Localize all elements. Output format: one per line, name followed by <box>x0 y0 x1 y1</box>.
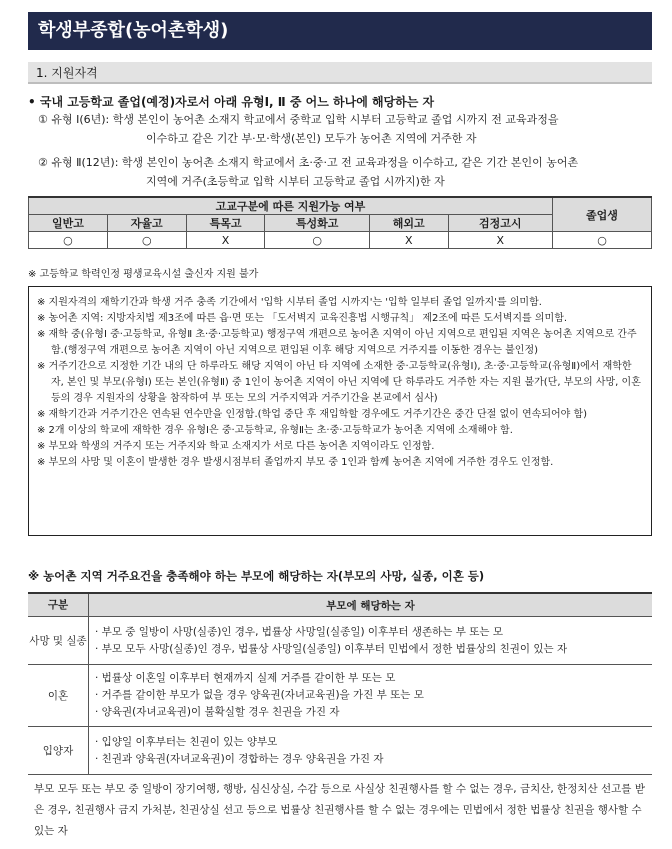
column-header: 해외고 <box>369 215 448 232</box>
eligibility-mark: X <box>186 232 265 249</box>
eligibility-mark: ○ <box>265 232 369 249</box>
type1-line1: ① 유형 Ⅰ(6년): 학생 본인이 농어촌 소재지 학교에서 중학교 입학 시부터 고등학교 졸업 시까지 전 교육과정을 <box>38 113 559 126</box>
graduate-header: 졸업생 <box>553 197 652 232</box>
column-header: 일반고 <box>29 215 108 232</box>
note-item: ※ 지원자격의 재학기간과 학생 거주 충족 기간에서 '입학 시부터 졸업 시까지'는 '입학 일부터 졸업 일까지'를 의미함. <box>37 297 542 308</box>
section-heading: 1. 지원자격 <box>28 62 652 84</box>
parent-item: · 거주를 같이한 부모가 없을 경우 양육권(자녀교육권)을 가진 부 또는 모 <box>95 689 424 701</box>
eligibility-mark: ○ <box>107 232 186 249</box>
type1-requirement <box>38 110 658 148</box>
type2-line2: 지역에 거주(초등학교 입학 시부터 고등학교 졸업 시까지)한 자 <box>146 175 445 188</box>
lifelong-education-note: ※ 고등학교 학력인정 평생교육시설 출신자 지원 불가 <box>28 269 259 280</box>
note-item: ※ 부모와 학생의 거주지 또는 거주지와 학교 소재지가 서로 다른 농어촌 지역이라도 인정함. <box>37 441 435 452</box>
eligibility-mark: ○ <box>553 232 652 249</box>
parent-footer-note: 부모 모두 또는 부모 중 일방이 장기여행, 행방, 심신상실, 수감 등으로 사실상 친권행사를 할 수 없는 경우, 금치산, 한정치산 선고를 받은 경우, 친권행사 금지 가처분, 친권상실 선고 등으로 법률상 친권행사를 할 수 없는 경우에는 민법에서 정한 법률상 친권을 행사할 수 있는 자 <box>34 783 645 837</box>
type2-line1: ② 유형 Ⅱ(12년): 학생 본인이 농어촌 소재지 학교에서 초·중·고 전 교육과정을 이수하고, 같은 기간 본인이 농어촌 <box>38 156 579 169</box>
note-item: ※ 농어촌 지역: 지방자치법 제3조에 따른 읍·면 또는 「도서벽지 교육진흥법 시행규칙」 제2조에 따른 도서벽지를 의미함. <box>37 313 568 324</box>
note-item: ※ 재학 중(유형Ⅰ 중·고등학교, 유형Ⅱ 초·중·고등학교) 행정구역 개편으로 농어촌 지역이 아닌 지역으로 편입된 지역은 농어촌 지역으로 간주함.(행정구역 개편으로 농어촌 지역이 아닌 지역으로 편입된 이후 해당 지역으로 거주지를 이동한 경우는 불인정) <box>37 329 637 356</box>
column-header: 특목고 <box>186 215 265 232</box>
eligibility-mark: ○ <box>29 232 108 249</box>
parent-item: · 부모 중 일방이 사망(실종)인 경우, 법률상 사망일(실종일) 이후부터 생존하는 부 또는 모 <box>95 625 503 638</box>
eligibility-group-header: 고교구분에 따른 지원가능 여부 <box>29 197 553 215</box>
parent-item: · 입양일 이후부터는 친권이 있는 양부모 <box>95 735 278 748</box>
note-item: ※ 2개 이상의 학교에 재학한 경우 유형Ⅰ은 중·고등학교, 유형Ⅱ는 초·중·고등학교가 농어촌 지역에 소재해야 함. <box>37 425 513 436</box>
type2-requirement <box>38 153 658 191</box>
category-cell: 입양자 <box>28 727 89 775</box>
parent-item: · 법률상 이혼일 이후부터 현재까지 실제 거주를 같이한 부 또는 모 <box>95 672 396 684</box>
parent-item: · 친권과 양육권(자녀교육권)이 경합하는 경우 양육권을 가진 자 <box>95 752 384 765</box>
category-cell: 이혼 <box>28 665 89 727</box>
column-header: 검정고시 <box>448 215 552 232</box>
category-header: 구분 <box>28 593 89 617</box>
column-header: 자율고 <box>107 215 186 232</box>
type1-line2: 이수하고 같은 기간 부·모·학생(본인) 모두가 농어촌 지역에 거주한 자 <box>146 132 477 145</box>
parent-table <box>28 592 652 846</box>
note-item: ※ 재학기간과 거주기간은 연속된 연수만을 인정함.(학업 중단 후 재입학할 경우에도 거주기간은 중간 단절 없이 연속되어야 함) <box>37 409 588 420</box>
parent-header: 부모에 해당하는 자 <box>89 593 653 617</box>
page-title: 학생부종합(농어촌학생) <box>28 12 652 50</box>
parent-item: · 양육권(자녀교육권)이 불확실할 경우 친권을 가진 자 <box>95 706 340 718</box>
note-item: ※ 부모의 사망 및 이혼이 발생한 경우 발생시점부터 졸업까지 부모 중 1인과 함께 농어촌 지역에 거주한 경우도 인정함. <box>37 457 554 468</box>
notes-box <box>28 286 652 536</box>
category-cell: 사망 및 실종 <box>28 617 89 665</box>
eligibility-mark: X <box>369 232 448 249</box>
eligibility-mark: X <box>448 232 552 249</box>
parent-item: · 부모 모두 사망(실종)인 경우, 법률상 사망일(실종일) 이후부터 민법에서 정한 법률상의 친권이 있는 자 <box>95 642 568 655</box>
main-requirement: • 국내 고등학교 졸업(예정)자로서 아래 유형Ⅰ, Ⅱ 중 어느 하나에 해당하는 자 <box>28 95 435 109</box>
note-item: ※ 거주기간으로 지정한 기간 내의 단 하루라도 해당 지역이 아닌 타 지역에 소재한 중·고등학교(유형Ⅰ), 초·중·고등학교(유형Ⅱ)에서 재학한 자, 본인 및 부모(유형Ⅰ) 또는 본인(유형Ⅱ) 중 1인이 농어촌 지역이 아닌 지역에 단 하루라도 거주한 자는 지원 불가(단, 부모의 사망, 이혼 등의 경우 지원자의 상황을 참작하여 부 또는 모의 거주지역과 거주기간을 본교에서 심사) <box>37 361 641 404</box>
parent-section-title: ※ 농어촌 지역 거주요건을 충족해야 하는 부모에 해당하는 자(부모의 사망, 실종, 이혼 등) <box>28 569 485 583</box>
eligibility-table <box>28 196 652 249</box>
column-header: 특성화고 <box>265 215 369 232</box>
